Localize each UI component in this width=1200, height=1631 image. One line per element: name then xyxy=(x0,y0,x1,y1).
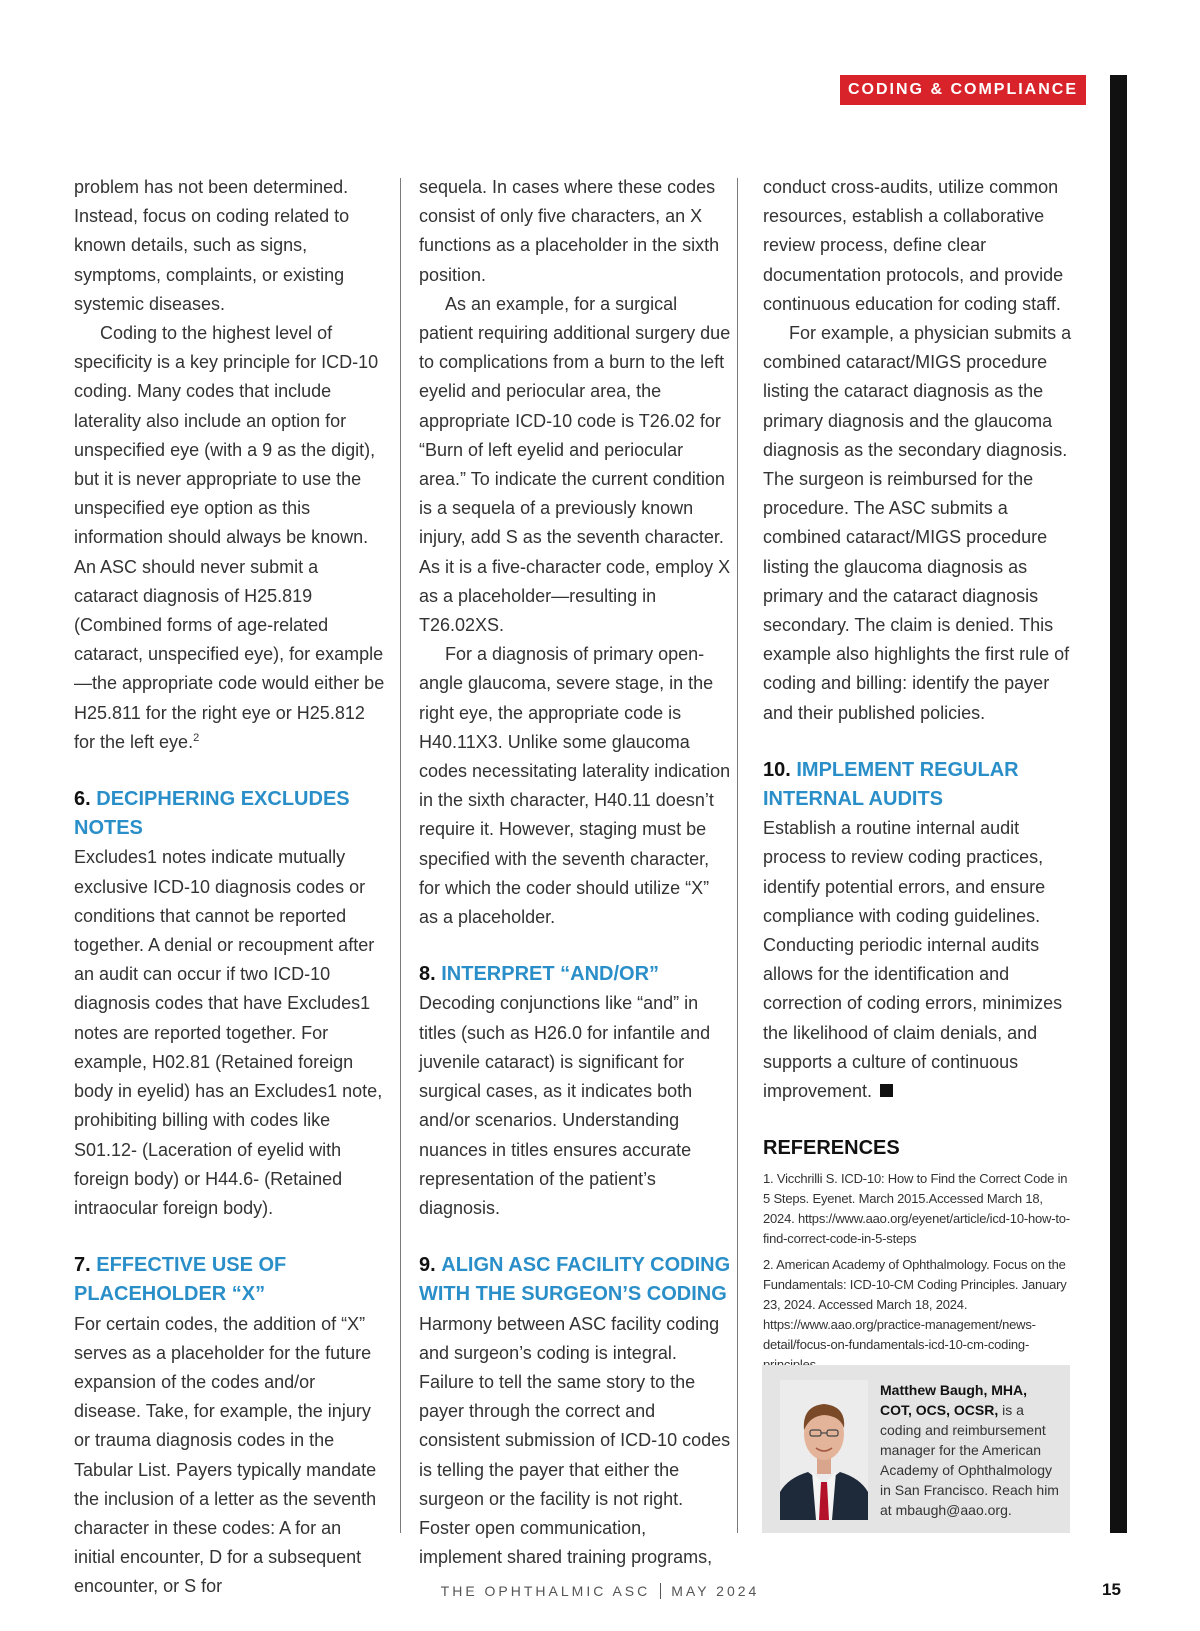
issue-date: MAY 2024 xyxy=(671,1583,760,1599)
paragraph: For a diagnosis of primary open-angle glaucoma, severe stage, in the right eye, the appropriate code is H40.11X3. Unlike some glaucoma codes necessitating laterality indication in the sixth character, H40.11 doesn’t require it. However, staging must be specified with the seventh character, for which the coder should utilize “X” as a placeholder. xyxy=(419,644,731,928)
column-3 xyxy=(763,173,1075,1381)
section-heading-6: 6. DECIPHERING EXCLUDES NOTES xyxy=(74,788,350,840)
author-bio-box xyxy=(762,1365,1070,1533)
section-body: For certain codes, the addition of “X” serves as a placeholder for the future expansion of the codes and/or disease. Take, for example, the injury or trauma diagnosis codes in the Tabular List. Payers typically mandate the inclusion of a letter as the seventh character in these codes: A for an initial encounter, D for a subsequent encounter, or S for xyxy=(74,1313,377,1597)
author-portrait-illustration xyxy=(780,1380,868,1520)
column-2 xyxy=(419,173,731,1572)
column-divider xyxy=(400,178,401,1533)
author-name: Matthew Baugh, MHA, COT, OCS, OCSR, xyxy=(880,1382,1027,1418)
section-heading-7: 7. EFFECTIVE USE OF PLACEHOLDER “X” xyxy=(74,1254,287,1306)
column-divider xyxy=(737,178,738,1533)
paragraph: For example, a physician submits a combined cataract/MIGS procedure listing the cataract diagnosis as the primary diagnosis and the glaucoma diagnosis as the secondary diagnosis. The surgeon is reimbursed for the procedure. The ASC submits a combined cataract/MIGS procedure listing the glaucoma diagnosis as primary and the cataract diagnosis secondary. The claim is denied. This example also highlights the first rule of coding and billing: identify the payer and their published policies. xyxy=(763,323,1072,723)
section-tag: CODING & COMPLIANCE xyxy=(840,75,1086,105)
author-bio-text: Matthew Baugh, MHA, COT, OCS, OCSR, is a coding and reimbursement manager for the American Academy of Ophthalmology in San Francisco. Reach him at mbaugh@aao.org. xyxy=(880,1382,1059,1518)
page-footer xyxy=(0,1583,1200,1599)
page-number: 15 xyxy=(1102,1580,1121,1599)
section-body: Harmony between ASC facility coding and surgeon’s coding is integral. Failure to tell the same story to the payer through the correct and consistent submission of ICD-10 codes is telling the payer that either the surgeon or the facility is not right. Foster open communication, implement shared training programs, xyxy=(419,1313,731,1568)
paragraph: problem has not been determined. Instead, focus on coding related to known details, such as signs, symptoms, complaints, or existing systemic diseases. xyxy=(74,177,350,314)
section-body: Excludes1 notes indicate mutually exclusive ICD-10 diagnosis codes or conditions that cannot be reported together. A denial or recoupment after an audit can occur if two ICD-10 diagnosis codes that have Excludes1 notes are reported together. For example, H02.81 (Retained foreign body in eyelid) has an Excludes1 note, prohibiting billing with codes like S01.12- (Laceration of eyelid with foreign body) or H44.6- (Retained intraocular foreign body). xyxy=(74,847,383,1218)
edge-bar xyxy=(1110,75,1127,1533)
publication-name: THE OPHTHALMIC ASC xyxy=(440,1583,651,1599)
paragraph: sequela. In cases where these codes consist of only five characters, an X functions as a placeholder in the sixth position. xyxy=(419,177,720,285)
section-heading-10: 10. IMPLEMENT REGULAR INTERNAL AUDITS xyxy=(763,758,1019,811)
author-photo xyxy=(780,1380,868,1520)
paragraph: Coding to the highest level of specificity is a key principle for ICD-10 coding. Many codes that include laterality also include an option for unspecified eye (with a 9 as the digit), but it is never appropriate to use the unspecified eye option as this information should always be known. An ASC should never submit a cataract diagnosis of H25.819 (Combined forms of age-related cataract, unspecified eye), for example—the appropriate code would either be H25.811 for the right eye or H25.812 for the left eye.$^2$ xyxy=(74,323,385,752)
reference-item: 1. Vicchrilli S. ICD-10: How to Find the Correct Code in 5 Steps. Eyenet. March 2015.Accessed March 18, 2024. https://www.aao.org/eyenet/article/icd-10-how-to-find-correct-code-in-5-steps xyxy=(763,1171,1070,1247)
references-heading: REFERENCES xyxy=(763,1137,900,1160)
section-body: Decoding conjunctions like “and” in titles (such as H26.0 for infantile and juvenile cataract) is significant for surgical cases, as it indicates both and/or scenarios. Understanding nuances in titles ensures accurate representation of the patient’s diagnosis. xyxy=(419,993,711,1218)
section-body: Establish a routine internal audit process to review coding practices, identify potential errors, and ensure compliance with coding guidelines. Conducting periodic internal audits allows for the identification and correction of coding errors, minimizes the likelihood of claim denials, and supports a culture of continuous improvement. xyxy=(763,818,1063,1102)
column-1 xyxy=(74,173,386,1602)
end-of-article-mark xyxy=(880,1084,893,1097)
paragraph: conduct cross-audits, utilize common resources, establish a collaborative review process, define clear documentation protocols, and provide continuous education for coding staff. xyxy=(763,177,1064,314)
section-heading-8: 8. INTERPRET “AND/OR” xyxy=(419,963,660,986)
footer-divider xyxy=(660,1583,661,1599)
section-heading-9: 9. ALIGN ASC FACILITY CODING WITH THE SURGEON’S CODING xyxy=(419,1254,731,1306)
reference-item: 2. American Academy of Ophthalmology. Focus on the Fundamentals: ICD-10-CM Coding Principles. January 23, 2024. Accessed March 18, 2024. https://www.aao.org/practice-management/news-detail/focus-on-fundamentals-icd-10-cm-coding- xyxy=(763,1257,1067,1353)
paragraph: As an example, for a surgical patient requiring additional surgery due to complications from a burn to the left eyelid and periocular area, the appropriate ICD-10 code is T26.02 for “Burn of left eyelid and periocular area.” To indicate the current condition is a sequela of a previously known injury, add S as the seventh character. As it is a five-character code, employ X as a placeholder—resulting in T26.02XS. xyxy=(419,293,731,636)
reference-marker: 2 xyxy=(193,731,200,744)
